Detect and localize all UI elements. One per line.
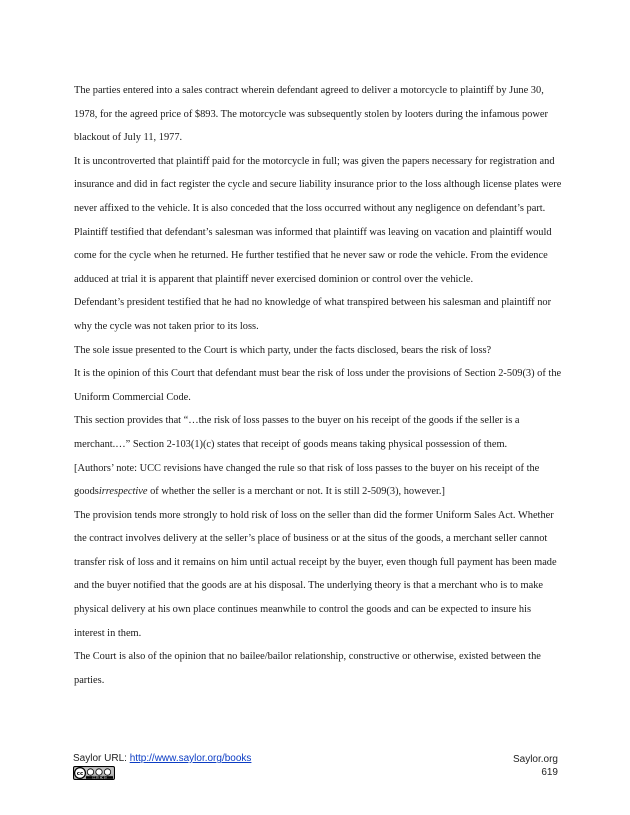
footer-site-name: Saylor.org (512, 754, 558, 765)
paragraph-4: Defendant’s president testified that he had no knowledge of what transpired between his salesman and plaintiff nor why the cycle was not taken prior to its loss. (74, 297, 552, 332)
note-text-start: [Authors’ note: UCC revisions have changed the rule so that risk of loss passes to the buyer on his receipt of the goods (74, 462, 540, 498)
paragraph-9: The Court is also of the opinion that no bailee/bailor relationship, constructive or otherwise, existed between the parties. (74, 651, 541, 686)
paragraph-8: The provision tends more strongly to hold risk of loss on the seller than did the former Uniform Sales Act. Whether the contract involves delivery at the seller’s place of business or at the situs of the goods, a merchant seller cannot transfer risk of loss and it remains on him until actual receipt by the buyer, even though full payment has been made and the buyer notified that the goods are at his disposal. The underlying theory is that a merchant who is to make physical delivery at his own place continues meanwhile to control the goods and can be expected to insure his interest in them. (74, 509, 557, 639)
note-emphasis: irrespective (98, 486, 148, 498)
saylor-books-link[interactable]: http://www.saylor.org/books (129, 753, 252, 764)
paragraph-7: This section provides that “…the risk of loss passes to the buyer on his receipt of the goods if the seller is a merchant.…” Section 2-103(1)(c) states that receipt of goods means taking physical possession of them. (74, 415, 520, 450)
paragraph-3: Plaintiff testified that defendant’s salesman was informed that plaintiff was leaving on vacation and plaintiff would come for the cycle when he returned. He further testified that he never saw or rode the vehicle. From the evidence adduced at trial it is apparent that plaintiff never exercised dominion or control over the vehicle. (74, 226, 552, 285)
note-text-end: of whether the seller is a merchant or not. It is still 2-509(3), however.] (147, 486, 445, 498)
footer-url-label: Saylor URL: (73, 753, 130, 764)
paragraph-6: It is the opinion of this Court that defendant must bear the risk of loss under the provisions of Section 2-509(3) of the Uniform Commercial Code. (74, 368, 562, 403)
creative-commons-license-icon[interactable] (73, 766, 115, 780)
footer-url-line (73, 753, 251, 764)
document-body (74, 79, 564, 692)
paragraph-1: The parties entered into a sales contract wherein defendant agreed to deliver a motorcycle to plaintiff by June 30, 1978, for the agreed price of $893. The motorcycle was subsequently stolen by looters during the infamous power blackout of July 11, 1977. (74, 85, 548, 144)
paragraph-5: The sole issue presented to the Court is which party, under the facts disclosed, bears the risk of loss? (74, 344, 492, 356)
license-badge-text: CC BY NC SA (92, 776, 107, 780)
authors-note (74, 457, 564, 504)
footer-right (513, 753, 558, 779)
paragraph-2: It is uncontroverted that plaintiff paid for the motorcycle in full; was given the papers necessary for registration and insurance and did in fact register the cycle and secure liability insurance prior to the loss although license plates were never affixed to the vehicle. It is also conceded that the loss occurred without any negligence on defendant’s part. (74, 155, 562, 214)
svg-text:cc: cc (76, 771, 84, 778)
page-number: 619 (541, 767, 558, 778)
